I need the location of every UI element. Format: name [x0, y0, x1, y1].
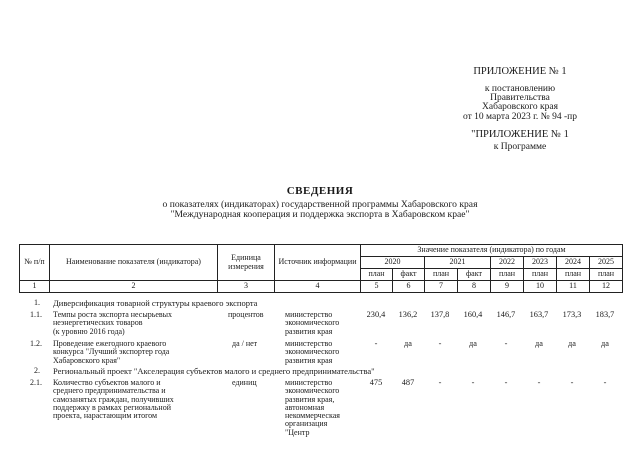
col-number: 12 [590, 281, 623, 293]
row-2-1-num: 2.1. [30, 378, 42, 387]
header-source: Источник информации [275, 245, 361, 281]
indicators-table-header [19, 244, 623, 293]
r11_values-value: 160,4 [463, 310, 483, 319]
document-subtitle-1: о показателях (индикаторах) государственной программы Хабаровского края [162, 199, 478, 210]
section-2-title: Региональный проект "Акселерация субъектов малого и среднего предпринимательства" [53, 366, 375, 376]
subhead-plan: план [590, 269, 623, 281]
col-number: 11 [557, 281, 590, 293]
row-2-1-name: Количество субъектов малого и среднего предпринимательства и самозанятых граждан, получивших поддержку в рамках региональной проекта, нарастающим итогом [53, 378, 174, 421]
section-2-num: 2. [34, 366, 40, 375]
r21_values-value: 487 [401, 378, 415, 387]
r21_values-value: - [603, 378, 607, 387]
col-number: 5 [361, 281, 393, 293]
header-unit: Единица измерения [218, 245, 275, 281]
row-1-1-num: 1.1. [30, 310, 42, 319]
r11_values-value: 137,8 [430, 310, 450, 319]
r21_values-value: 475 [369, 378, 383, 387]
r12_values-value: - [438, 339, 442, 348]
r12_values-value: - [374, 339, 378, 348]
r21_values-value: - [570, 378, 574, 387]
section-1-num: 1. [34, 298, 40, 307]
appendix-title: ПРИЛОЖЕНИЕ № 1 [473, 66, 567, 77]
document-title: СВЕДЕНИЯ [286, 185, 354, 197]
r11_values-value: 136,2 [398, 310, 418, 319]
r11_values-value: 173,3 [562, 310, 582, 319]
subhead-plan: план [524, 269, 557, 281]
row-1-2-unit: да / нет [232, 339, 258, 348]
header-num: № п/п [20, 245, 50, 281]
r12_values-value: да [601, 339, 609, 348]
row-1-1-name: Темпы роста экспорта несырьевых неэнергетических товаров (к уровню 2016 года) [53, 310, 173, 336]
r21_values-value: - [504, 378, 508, 387]
subhead-fact: факт [393, 269, 425, 281]
subhead-fact: факт [458, 269, 491, 281]
row-1-2-num: 1.2. [30, 339, 42, 348]
r12_values-value: да [568, 339, 576, 348]
appendix-title-2: "ПРИЛОЖЕНИЕ № 1 [471, 129, 569, 140]
header-year-2022: 2022 [491, 257, 524, 269]
r11_values-value: 146,7 [496, 310, 516, 319]
header-value: Значение показателя (индикатора) по годам [361, 245, 623, 257]
to-program: к Программе [493, 142, 547, 152]
resolution-line-3: Хабаровского края [482, 102, 558, 112]
header-year-2023: 2023 [524, 257, 557, 269]
header-year-2025: 2025 [590, 257, 623, 269]
header-name: Наименование показателя (индикатора) [50, 245, 218, 281]
row-2-1-source: министерство экономического развития края, автономная некоммерческая организация "Центр [285, 378, 340, 437]
col-number: 7 [425, 281, 458, 293]
document-subtitle-2: "Международная кооперация и поддержка экспорта в Хабаровском крае" [170, 209, 470, 220]
subhead-plan: план [557, 269, 590, 281]
col-number: 9 [491, 281, 524, 293]
r11_values-value: 183,7 [595, 310, 615, 319]
row-1-1-unit: процентов [228, 310, 264, 319]
r12_values-value: да [535, 339, 543, 348]
resolution-line-1: к постановлению [484, 84, 556, 94]
resolution-line-4: от 10 марта 2023 г. № 94 -пр [463, 112, 577, 122]
r12_values-value: - [504, 339, 508, 348]
col-number: 4 [275, 281, 361, 293]
section-1-title: Диверсификация товарной структуры краевого экспорта [53, 298, 258, 308]
r21_values-value: - [471, 378, 475, 387]
r21_values-value: - [438, 378, 442, 387]
r21_values-value: - [537, 378, 541, 387]
row-1-1-source: министерство экономического развития края [285, 310, 340, 336]
col-number: 2 [50, 281, 218, 293]
row-1-2-name: Проведение ежегодного краевого конкурса "Лучший экспортер года Хабаровского края" [53, 339, 170, 365]
r11_values-value: 163,7 [529, 310, 549, 319]
subhead-plan: план [491, 269, 524, 281]
col-number: 1 [20, 281, 50, 293]
subhead-plan: план [361, 269, 393, 281]
header-year-2020: 2020 [361, 257, 425, 269]
r12_values-value: да [469, 339, 477, 348]
resolution-line-2: Правительства [490, 93, 550, 103]
r12_values-value: да [404, 339, 412, 348]
row-2-1-unit: единиц [232, 378, 257, 387]
col-number: 6 [393, 281, 425, 293]
header-year-2021: 2021 [425, 257, 491, 269]
subhead-plan: план [425, 269, 458, 281]
col-number: 8 [458, 281, 491, 293]
header-year-2024: 2024 [557, 257, 590, 269]
col-number: 10 [524, 281, 557, 293]
col-number: 3 [218, 281, 275, 293]
r11_values-value: 230,4 [366, 310, 386, 319]
row-1-2-source: министерство экономического развития края [285, 339, 340, 365]
